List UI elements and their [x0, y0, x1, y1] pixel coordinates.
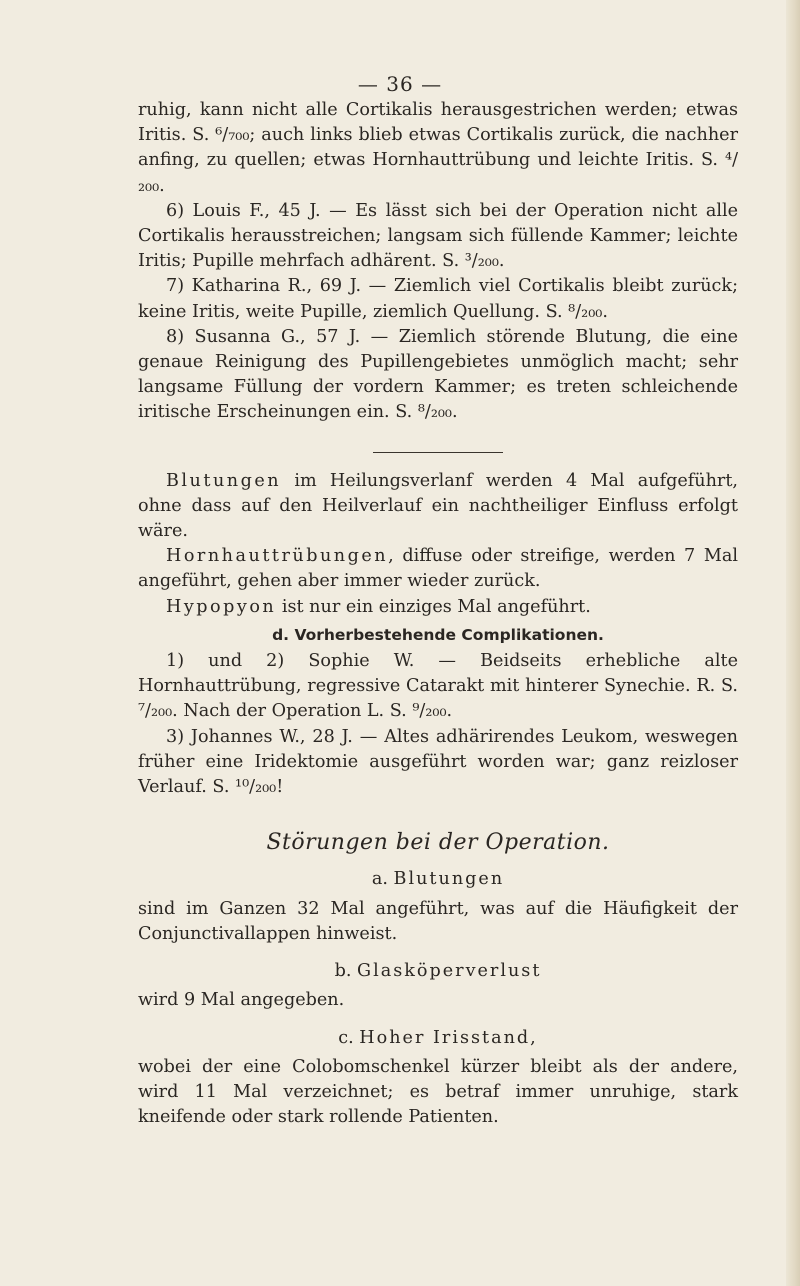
hypopyon-paragraph: [138, 595, 738, 620]
page-number: — 36 —: [357, 72, 443, 96]
section-divider: [373, 452, 503, 453]
subheading-a-term: Blutungen: [393, 869, 505, 890]
hypopyon-text: ist nur ein einziges Mal angeführt.: [276, 596, 591, 617]
paragraph-continuation: ruhig, kann nicht alle Cortikalis herausgestrichen werden; etwas Iritis. S. ⁶/₇₀₀; auch links blieb etwas Cortikalis zurück, die nachher anfing, zu quellen; etwas Hornhauttrübung und leichte Iritis. S. ⁴/₂₀₀.: [138, 100, 738, 196]
subheading-b-letter: b.: [334, 961, 352, 982]
hornhauttruebungen-term: Hornhauttrübungen: [166, 546, 389, 567]
case-8-paragraph: 8) Susanna G., 57 J. — Ziemlich störende Blutung, die eine genaue Reinigung des Pupillengebietes unmöglich macht; sehr langsame Füllung der vordern Kammer; es treten schleichende iritische Erscheinungen ein. S. ⁸/₂₀₀.: [138, 326, 738, 423]
case-7-paragraph: 7) Katharina R., 69 J. — Ziemlich viel Cortikalis bleibt zurück; keine Iritis, weite Pupille, ziemlich Quellung. S. ⁸/₂₀₀.: [138, 276, 738, 322]
subheading-a-letter: a.: [371, 869, 388, 890]
section-heading: Störungen bei der Operation.: [266, 830, 610, 856]
subheading-b: [138, 959, 738, 984]
hornhauttruebungen-paragraph: [138, 544, 738, 594]
page-edge-shadow: [786, 0, 800, 1286]
subheading-c-term: Hoher Irisstand,: [359, 1027, 538, 1048]
subsection-a-text: sind im Ganzen 32 Mal angeführt, was auf die Häufigkeit der Conjunctivallappen hinweist.: [138, 898, 738, 944]
hypopyon-term: Hypopyon: [166, 596, 277, 617]
subheading-b-term: Glasköperverlust: [357, 961, 542, 982]
subheading-a: [138, 867, 738, 892]
case-1-2-paragraph: 1) und 2) Sophie W. — Beidseits erhebliche alte Hornhauttrübung, regressive Catarakt mit hinterer Synechie. R. S. ⁷/₂₀₀. Nach der Operation L. S. ⁹/₂₀₀.: [138, 651, 738, 722]
subsection-b-text: wird 9 Mal angegeben.: [138, 990, 345, 1011]
page-body: [138, 98, 738, 1130]
section-d-heading: d. Vorherbestehende Complikationen.: [272, 625, 604, 644]
blutungen-text: im Heilungsverlanf werden 4 Mal aufgeführt, ohne dass auf den Heilverlauf ein nachtheiliger Einfluss erfolgt wäre.: [138, 470, 738, 542]
subheading-c: [138, 1026, 738, 1051]
case-6-paragraph: 6) Louis F., 45 J. — Es lässt sich bei der Operation nicht alle Cortikalis herausstreichen; langsam sich füllende Kammer; leichte Iritis; Pupille mehrfach adhärent. S. ³/₂₀₀.: [138, 200, 738, 272]
hornhauttruebungen-text: , diffuse oder streifige, werden 7 Mal angeführt, gehen aber immer wieder zurück.: [138, 546, 738, 592]
subheading-c-letter: c.: [338, 1027, 354, 1048]
blutungen-paragraph: [138, 469, 738, 545]
blutungen-term: Blutungen: [166, 470, 282, 491]
subsection-c-text: wobei der eine Colobomschenkel kürzer bleibt als der andere, wird 11 Mal verzeichnet; es betraf immer unruhige, stark kneifende oder stark rollende Patienten.: [138, 1056, 738, 1128]
case-3-paragraph: 3) Johannes W., 28 J. — Altes adhärirendes Leukom, weswegen früher eine Iridektomie ausgeführt worden war; ganz reizloser Verlauf. S. ¹⁰/₂₀₀!: [138, 726, 738, 798]
